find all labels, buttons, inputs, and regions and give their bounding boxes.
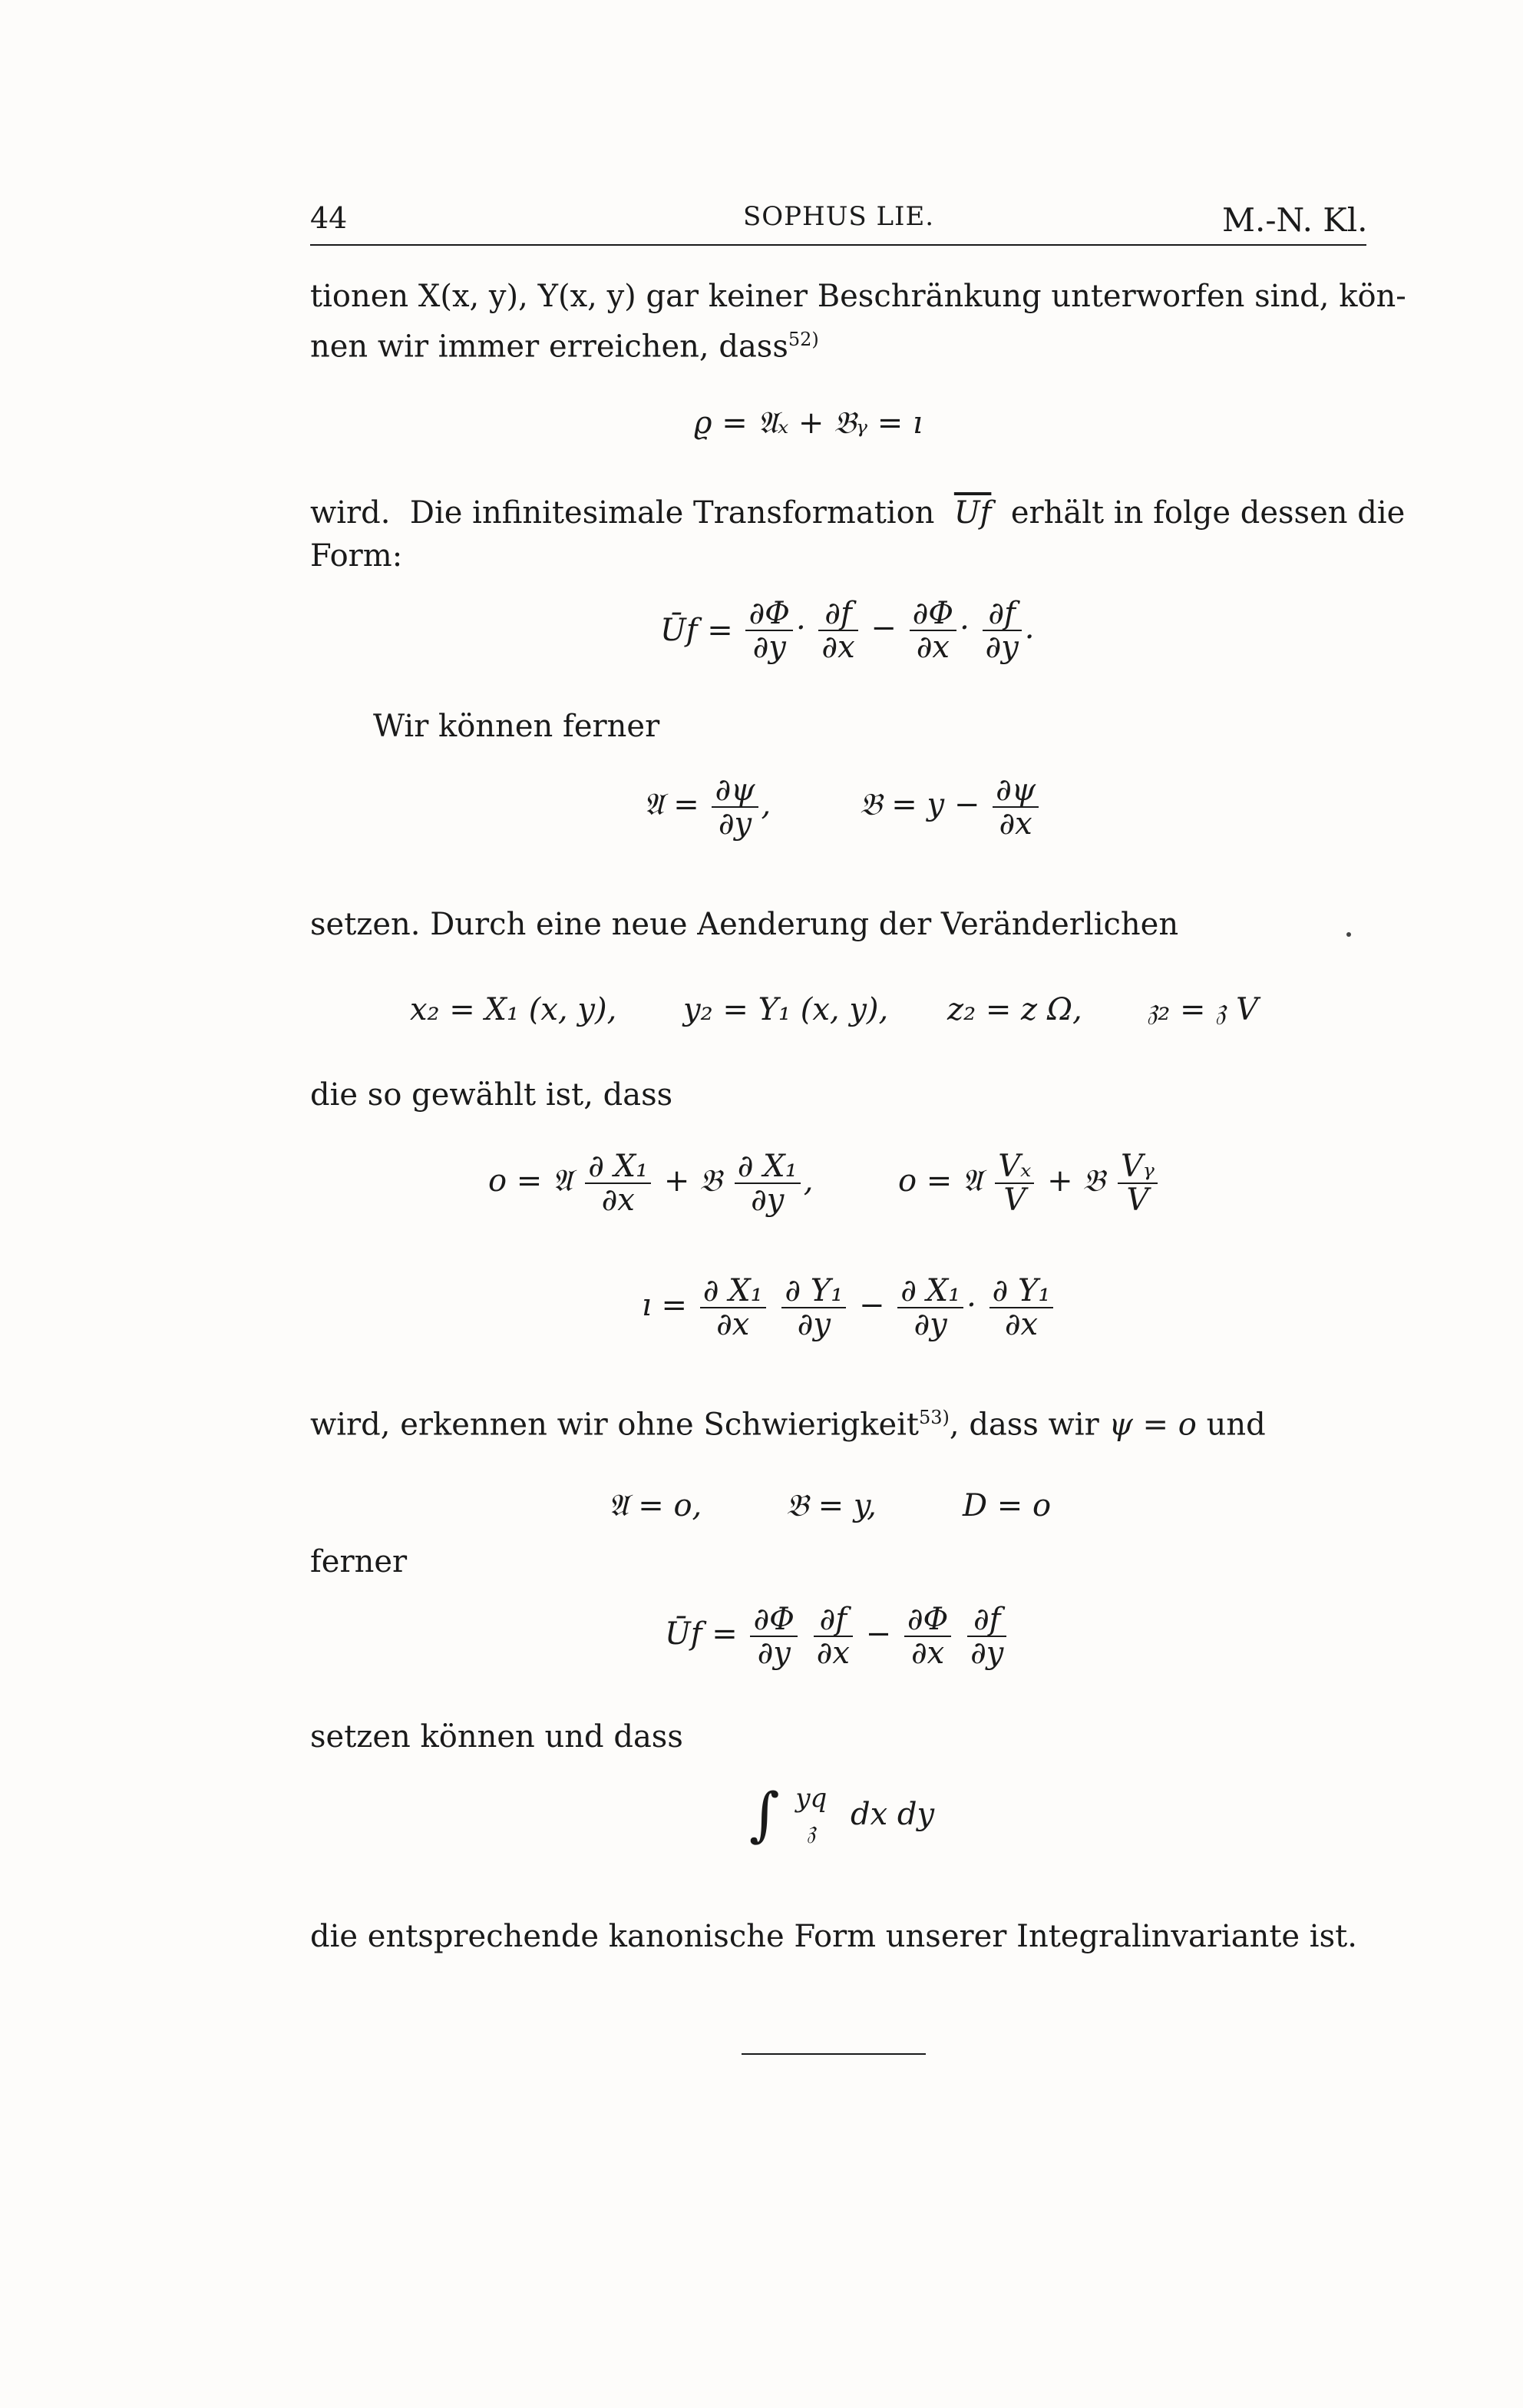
lhs: ı = [642, 1288, 688, 1323]
speck [1346, 932, 1351, 937]
equation-jacobian [642, 1275, 1056, 1341]
fraction: $\frac{\partial\psi}{\partial x}$ [993, 774, 1039, 840]
text: erhält in folge dessen die [1010, 495, 1406, 531]
op: , [761, 787, 771, 822]
paragraph-line: setzen. Durch eine neue Aenderung der Veränderlichen [310, 907, 1179, 942]
equation-zero-1 [488, 1150, 813, 1216]
paragraph-line: tionen X(x, y), Y(x, y) gar keiner Beschränkung unterworfen sind, kön- [310, 279, 1406, 314]
paragraph-line: Wir können ferner [373, 709, 660, 744]
equation-x2: x₂ = X₁ (x, y), [410, 992, 617, 1027]
fraction: $\frac{\partial f}{\partial x}$ [814, 1603, 853, 1669]
equation-integral [749, 1780, 934, 1848]
section-label: M.-N. Kl. [1222, 201, 1368, 239]
lhs: 𝔅 = y − [859, 787, 980, 822]
end-rule [742, 2053, 926, 2055]
running-title: SOPHUS LIE. [743, 201, 935, 232]
footnote-ref: 53) [919, 1407, 950, 1428]
paragraph-line: setzen können und dass [310, 1719, 683, 1755]
op: . [1024, 610, 1035, 646]
op: · [960, 610, 970, 646]
op: − [865, 1616, 892, 1652]
op: · [795, 610, 806, 646]
op: · [966, 1288, 976, 1323]
paragraph-line: die so gewählt ist, dass [310, 1077, 673, 1113]
lhs: o = 𝔄 [898, 1163, 983, 1199]
paragraph-line: Form: [310, 538, 403, 574]
page-number: 44 [310, 201, 348, 235]
fraction: $\frac{\partial\Phi}{\partial y}$ [745, 597, 792, 663]
header-rule [310, 244, 1366, 246]
fraction: $\frac{\text{Vₓ}}{V}$ [995, 1150, 1034, 1216]
equation-rho: ϱ = 𝔄ₓ + 𝔅ᵧ = ı [694, 405, 923, 441]
text: und [1206, 1407, 1266, 1443]
equation-uf-1 [660, 597, 1035, 663]
fraction: $\frac{\text{∂ Y₁}}{\partial y}$ [781, 1275, 846, 1341]
fraction: $\frac{\text{∂ Y₁}}{\partial x}$ [989, 1275, 1054, 1341]
math-inline: $\overline{Uf}$ [953, 495, 992, 531]
paragraph-line: ferner [310, 1544, 408, 1579]
lhs: 𝔄 = [643, 787, 699, 822]
text: wird. [310, 495, 391, 531]
paragraph-line [310, 491, 1406, 534]
equation-zeta2: 𝔷₂ = 𝔷 V [1147, 992, 1258, 1027]
footnote-ref: 52) [788, 329, 819, 350]
differential: dx dy [851, 1796, 935, 1832]
equation-zero-2 [898, 1150, 1161, 1216]
fraction: $\frac{\partial f}{\partial y}$ [967, 1603, 1006, 1669]
equation-z2: z₂ = z Ω, [947, 992, 1082, 1027]
equation-a-b [643, 774, 1042, 840]
lhs: Ūf = [665, 1616, 738, 1652]
text: wird, erkennen wir ohne Schwierigkeit [310, 1407, 919, 1443]
op: − [858, 1288, 885, 1323]
fraction: $\frac{\text{∂ X₁}}{\partial x}$ [700, 1275, 766, 1341]
equation-uf-2 [665, 1603, 1009, 1669]
equation-a0: 𝔄 = o, [608, 1488, 702, 1523]
fraction: $\frac{\partial\Phi}{\partial y}$ [750, 1603, 797, 1669]
fraction: $\frac{\text{∂ X₁}}{\partial x}$ [585, 1150, 651, 1216]
fraction: $\frac{\text{Vᵧ}}{V}$ [1118, 1150, 1158, 1216]
lhs: o = 𝔄 [488, 1163, 573, 1199]
equation-d0: D = o [963, 1488, 1052, 1523]
paragraph-line [310, 318, 819, 368]
fraction: $\frac{\partial\Phi}{\partial x}$ [910, 597, 956, 663]
equation-y2: y₂ = Y₁ (x, y), [683, 992, 889, 1027]
op: , [803, 1163, 814, 1199]
text: Die infinitesimale Transformation [409, 495, 935, 531]
text: nen wir immer erreichen, dass [310, 329, 788, 365]
fraction: $\frac{\partial\psi}{\partial y}$ [712, 774, 758, 840]
op: − [871, 610, 897, 646]
integral-sign: ∫ [749, 1780, 780, 1848]
fraction: $\frac{\partial f}{\partial x}$ [818, 597, 857, 663]
math-inline: ψ = o [1108, 1407, 1197, 1443]
equation-by: 𝔅 = y, [786, 1488, 877, 1523]
fraction: $\frac{\text{∂ X₁}}{\partial y}$ [897, 1275, 963, 1341]
paragraph-line [310, 1396, 1266, 1446]
fraction: $\frac{\partial f}{\partial y}$ [983, 597, 1022, 663]
fraction: $\frac{\partial\Phi}{\partial x}$ [904, 1603, 951, 1669]
fraction: $\frac{\text{∂ X₁}}{\partial y}$ [735, 1150, 801, 1216]
op: + 𝔅 [663, 1163, 722, 1199]
paragraph-line: die entsprechende kanonische Form unserer Integralinvariante ist. [310, 1919, 1357, 1954]
text: , dass wir [949, 1407, 1099, 1443]
op: + 𝔅 [1047, 1163, 1105, 1199]
fraction: yq 𝔷 [795, 1782, 828, 1846]
lhs: Ūf = [660, 613, 733, 648]
